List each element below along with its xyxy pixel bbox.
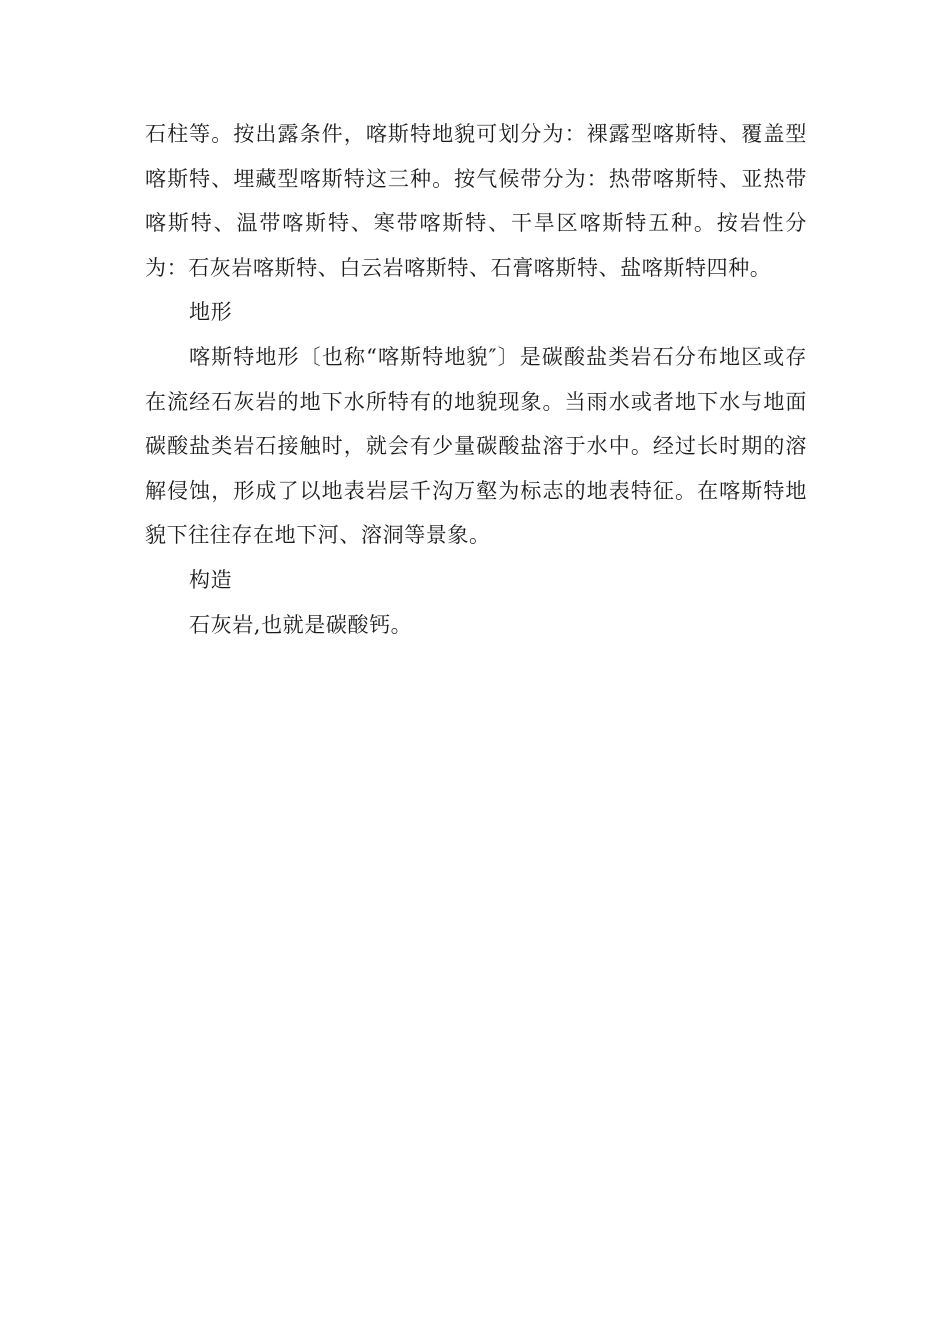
paragraph-structure: 石灰岩,也就是碳酸钙。 xyxy=(189,612,413,637)
section-heading-structure: 构造 xyxy=(189,567,233,592)
paragraph-terrain: 喀斯特地形〔也称“喀斯特地貌″〕是碳酸盐类岩石分布地区或存在流经石灰岩的地下水所特有的地貌现象。当雨水或者地下水与地面碳酸盐类岩石接触时，就会有少量碳酸盐溶于水中。经过长时期的溶解侵蚀，形成了以地表岩层千沟万壑为标志的地表特征。在喀斯特地貌下往往存在地下河、溶洞等景象。 xyxy=(145,344,807,548)
paragraph-classification: 石柱等。按出露条件，喀斯特地貌可划分为：裸露型喀斯特、覆盖型喀斯特、埋藏型喀斯特这三种。按气候带分为：热带喀斯特、亚热带喀斯特、温带喀斯特、寒带喀斯特、干旱区喀斯特五种。按岩性分为：石灰岩喀斯特、白云岩喀斯特、石膏喀斯特、盐喀斯特四种。 xyxy=(145,122,807,280)
document-body xyxy=(145,112,807,647)
section-heading-terrain: 地形 xyxy=(189,300,233,325)
